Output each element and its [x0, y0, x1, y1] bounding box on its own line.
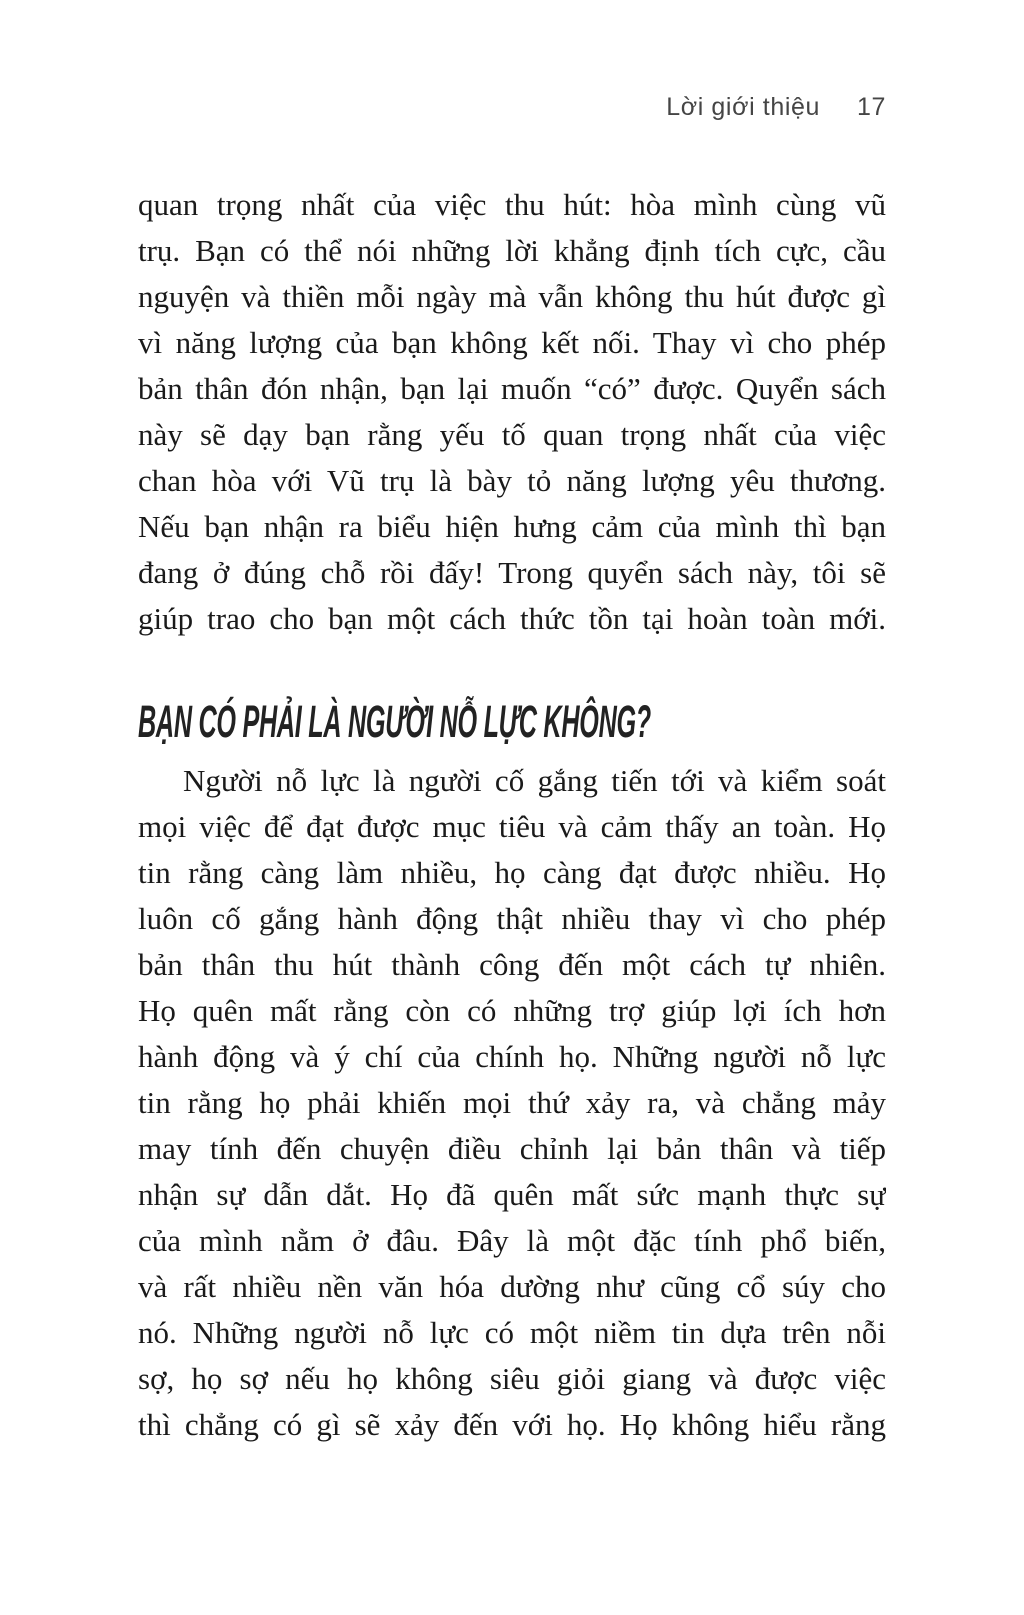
text-line: mọi việc để đạt được mục tiêu và cảm thấy an toàn. Họ: [138, 809, 886, 844]
text-line: chan hòa với Vũ trụ là bày tỏ năng lượng yêu thương.: [138, 463, 886, 498]
text-line: trụ. Bạn có thể nói những lời khẳng định tích cực, cầu: [138, 233, 886, 268]
paragraph-1: [138, 182, 886, 642]
text-line: đang ở đúng chỗ rồi đấy! Trong quyển sách này, tôi sẽ: [138, 555, 886, 590]
text-line: tin rằng càng làm nhiều, họ càng đạt được nhiều. Họ: [138, 855, 886, 890]
text-line: luôn cố gắng hành động thật nhiều thay vì cho phép: [138, 901, 886, 936]
paragraph-2: [138, 758, 886, 1448]
text-line: sợ, họ sợ nếu họ không siêu giỏi giang và được việc: [138, 1361, 886, 1396]
text-line: bản thân thu hút thành công đến một cách tự nhiên.: [138, 947, 886, 982]
text-line: giúp trao cho bạn một cách thức tồn tại hoàn toàn mới.: [138, 601, 886, 636]
text-line: vì năng lượng của bạn không kết nối. Thay vì cho phép: [138, 325, 886, 360]
text-line: này sẽ dạy bạn rằng yếu tố quan trọng nhất của việc: [138, 417, 886, 452]
header-page-number: 17: [856, 93, 886, 121]
text-line: nguyện và thiền mỗi ngày mà vẫn không thu hút được gì: [138, 279, 886, 314]
text-line: nhận sự dẫn dắt. Họ đã quên mất sức mạnh thực sự: [138, 1177, 886, 1212]
section-heading: BẠN CÓ PHẢI LÀ NGƯỜI NỖ LỰC KHÔNG?: [138, 696, 651, 747]
header-section-title: Lời giới thiệu: [666, 93, 820, 121]
text-line: Người nỗ lực là người cố gắng tiến tới và kiểm soát: [183, 763, 886, 798]
text-line: Nếu bạn nhận ra biểu hiện hưng cảm của mình thì bạn: [138, 509, 886, 544]
text-line: bản thân đón nhận, bạn lại muốn “có” được. Quyển sách: [138, 371, 886, 406]
text-line: hành động và ý chí của chính họ. Những người nỗ lực: [138, 1039, 886, 1074]
text-line: thì chẳng có gì sẽ xảy đến với họ. Họ không hiểu rằng: [138, 1407, 886, 1442]
text-line: tin rằng họ phải khiến mọi thứ xảy ra, và chẳng mảy: [138, 1085, 886, 1120]
running-header: [138, 92, 886, 122]
text-line: nó. Những người nỗ lực có một niềm tin dựa trên nỗi: [138, 1315, 886, 1350]
text-line: quan trọng nhất của việc thu hút: hòa mình cùng vũ: [138, 187, 886, 222]
text-line: may tính đến chuyện điều chỉnh lại bản thân và tiếp: [138, 1131, 886, 1166]
text-line: và rất nhiều nền văn hóa dường như cũng cổ súy cho: [138, 1269, 886, 1304]
text-line: của mình nằm ở đâu. Đây là một đặc tính phổ biến,: [138, 1223, 886, 1258]
text-line: Họ quên mất rằng còn có những trợ giúp lợi ích hơn: [138, 993, 886, 1028]
